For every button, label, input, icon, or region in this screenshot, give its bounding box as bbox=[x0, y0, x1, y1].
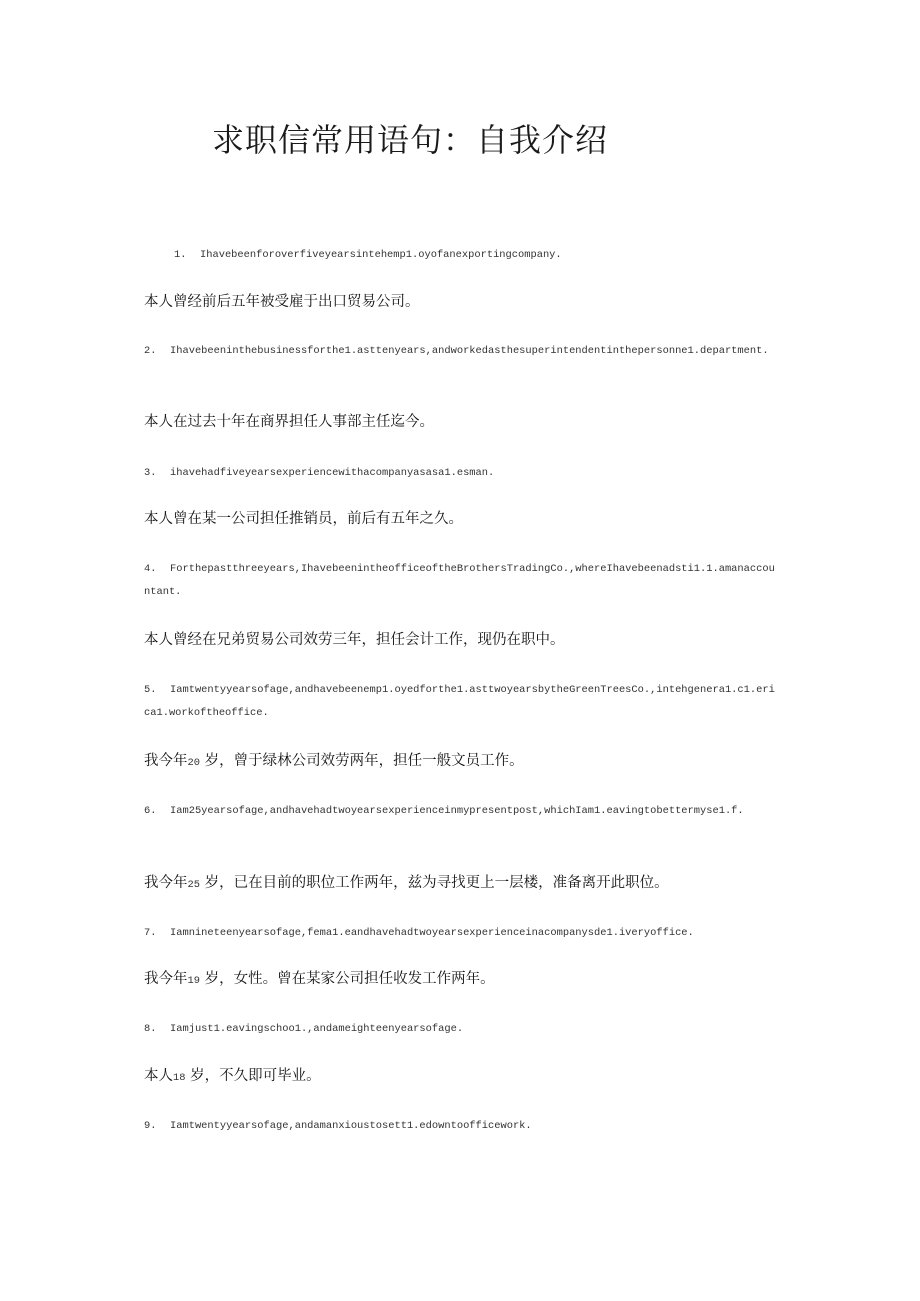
chinese-translation-5 bbox=[144, 750, 784, 774]
chinese-text: 本人 bbox=[144, 1068, 173, 1084]
item-index: 2. bbox=[144, 345, 157, 357]
english-sentence-3 bbox=[144, 462, 780, 485]
chinese-translation-2 bbox=[144, 411, 784, 433]
chinese-text: 岁，曾于绿林公司效劳两年，担任一般文员工作。 bbox=[204, 753, 524, 769]
chinese-text: 本人在过去十年在商界担任人事部主任迄今。 bbox=[144, 414, 434, 430]
chinese-text: 本人曾经在兄弟贸易公司效劳三年，担任会计工作，现仍在职中。 bbox=[144, 632, 565, 648]
english-text: ihavehadfiveyearsexperiencewithacompanyasasa1.esman. bbox=[170, 467, 495, 479]
item-index: 9. bbox=[144, 1120, 157, 1132]
chinese-translation-8 bbox=[144, 1065, 784, 1089]
age-number: 19 bbox=[187, 975, 200, 987]
chinese-translation-6 bbox=[144, 872, 784, 896]
chinese-translation-1 bbox=[144, 291, 784, 313]
chinese-text: 岁，女性。曾在某家公司担任收发工作两年。 bbox=[204, 971, 495, 987]
chinese-text: 我今年 bbox=[144, 875, 188, 891]
age-number: 20 bbox=[187, 757, 200, 769]
english-sentence-4 bbox=[144, 558, 780, 604]
english-text: Iamtwentyyearsofage,andamanxioustosett1.edowntoofficework. bbox=[170, 1120, 532, 1132]
english-text: Iamjust1.eavingschoo1.,andameighteenyearsofage. bbox=[170, 1023, 464, 1035]
item-index: 3. bbox=[144, 467, 157, 479]
item-index: 8. bbox=[144, 1023, 157, 1035]
english-text: Ihavebeenforoverfiveyearsintehemp1.oyofanexportingcompany. bbox=[200, 249, 562, 261]
english-text: Iamtwentyyearsofage,andhavebeenemp1.oyedforthe1.asttwoyearsbytheGreenTreesCo.,intehgenera1.c1.erica1.workoftheoffice. bbox=[144, 684, 775, 719]
english-sentence-7 bbox=[144, 922, 780, 945]
english-sentence-6 bbox=[144, 800, 780, 823]
english-sentence-1 bbox=[174, 244, 810, 267]
item-index: 6. bbox=[144, 805, 157, 817]
chinese-translation-7 bbox=[144, 968, 784, 992]
chinese-text: 我今年 bbox=[144, 753, 188, 769]
item-index: 5. bbox=[144, 684, 157, 696]
item-index: 4. bbox=[144, 563, 157, 575]
english-sentence-2 bbox=[144, 340, 780, 363]
item-index: 7. bbox=[144, 927, 157, 939]
chinese-text: 本人曾在某一公司担任推销员，前后有五年之久。 bbox=[144, 511, 463, 527]
english-text: Iam25yearsofage,andhavehadtwoyearsexperienceinmypresentpost,whichIam1.eavingtobettermyse1.f. bbox=[170, 805, 744, 817]
chinese-text: 本人曾经前后五年被受雇于出口贸易公司。 bbox=[144, 294, 420, 310]
age-number: 25 bbox=[187, 879, 200, 891]
english-text: Ihavebeeninthebusinessforthe1.asttenyears,andworkedasthesuperintendentinthepersonne1.department. bbox=[170, 345, 769, 357]
item-index: 1. bbox=[174, 249, 187, 261]
age-number: 18 bbox=[173, 1072, 186, 1084]
english-text: Forthepastthreeyears,IhavebeenintheofficeoftheBrothersTradingCo.,whereIhavebeenadsti1.1.amanaccountant. bbox=[144, 563, 775, 598]
english-text: Iamnineteenyearsofage,fema1.eandhavehadtwoyearsexperienceinacompanysde1.iveryoffice. bbox=[170, 927, 694, 939]
chinese-translation-3 bbox=[144, 508, 784, 530]
chinese-text: 我今年 bbox=[144, 971, 188, 987]
page-title: 求职信常用语句：自我介绍 bbox=[212, 121, 609, 159]
english-sentence-8 bbox=[144, 1018, 780, 1041]
chinese-translation-4 bbox=[144, 629, 784, 651]
english-sentence-5 bbox=[144, 679, 780, 725]
english-sentence-9 bbox=[144, 1115, 780, 1138]
chinese-text: 岁，不久即可毕业。 bbox=[190, 1068, 321, 1084]
chinese-text: 岁，已在目前的职位工作两年，兹为寻找更上一层楼，准备离开此职位。 bbox=[204, 875, 669, 891]
